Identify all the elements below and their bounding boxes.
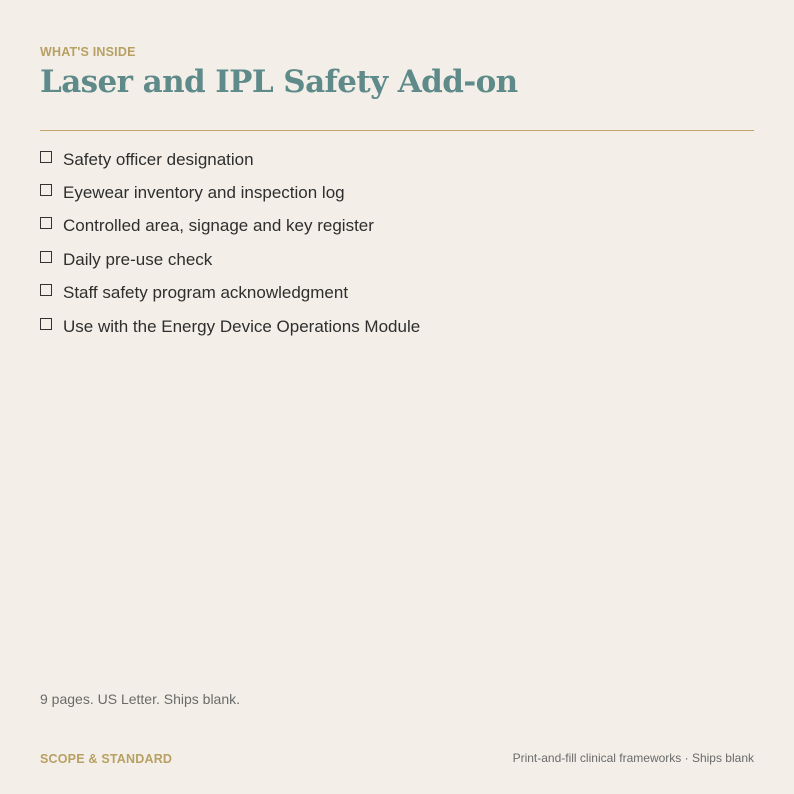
checkbox-icon[interactable] — [40, 251, 52, 263]
page — [40, 0, 754, 794]
contents-checklist — [40, 143, 420, 343]
checklist-item — [40, 176, 420, 209]
checkbox-icon[interactable] — [40, 284, 52, 296]
checklist-item-label: Staff safety program acknowledgment — [63, 283, 349, 303]
checklist-item-label: Daily pre-use check — [63, 249, 213, 269]
checkbox-icon[interactable] — [40, 318, 52, 330]
title-divider — [40, 130, 754, 131]
page-count-note: 9 pages. US Letter. Ships blank. — [40, 691, 241, 707]
footer-tagline: Print-and-fill clinical frameworks · Ships blank — [512, 751, 754, 765]
checkbox-icon[interactable] — [40, 184, 52, 196]
footer-brand: SCOPE & STANDARD — [40, 752, 173, 766]
checklist-item-label: Controlled area, signage and key register — [63, 216, 374, 236]
section-eyebrow: WHAT'S INSIDE — [40, 45, 136, 59]
checkbox-icon[interactable] — [40, 217, 52, 229]
checklist-item — [40, 310, 420, 343]
checklist-item-label: Safety officer designation — [63, 149, 254, 169]
checklist-item-label: Eyewear inventory and inspection log — [63, 183, 345, 203]
checklist-item — [40, 243, 420, 276]
checkbox-icon[interactable] — [40, 151, 52, 163]
checklist-item — [40, 277, 420, 310]
page-title: Laser and IPL Safety Add-on — [40, 64, 518, 100]
checklist-item — [40, 210, 420, 243]
checklist-item — [40, 143, 420, 176]
checklist-item-label: Use with the Energy Device Operations Module — [63, 316, 421, 336]
